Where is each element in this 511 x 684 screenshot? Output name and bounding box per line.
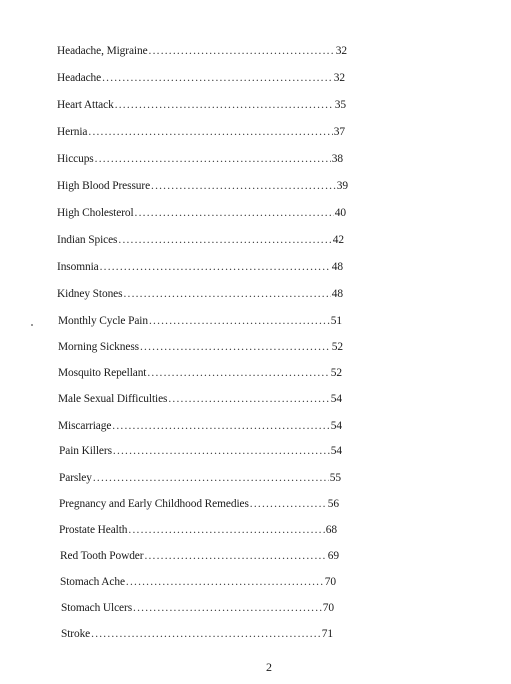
- toc-entry-title: Indian Spices: [57, 234, 118, 246]
- toc-entry-title: Heart Attack: [57, 99, 114, 111]
- toc-entry: [61, 628, 333, 641]
- toc-entry: [58, 341, 343, 354]
- toc-entry-page: 52: [330, 367, 342, 379]
- dot-leader: [118, 234, 331, 247]
- toc-entry: [57, 261, 343, 274]
- toc-entry-page: 37: [333, 126, 345, 138]
- toc-entry-title: Morning Sickness: [58, 341, 139, 353]
- toc-entry-page: 68: [325, 524, 337, 536]
- toc-entry: [57, 234, 344, 247]
- dot-leader: [93, 472, 329, 485]
- toc-entry: [58, 420, 342, 433]
- toc-entry-title: Hiccups: [57, 153, 94, 165]
- toc-entry-title: Headache, Migraine: [57, 45, 148, 57]
- dot-leader: [88, 126, 332, 139]
- toc-entry-title: Kidney Stones: [57, 288, 123, 300]
- toc-entry-page: 48: [331, 288, 343, 300]
- toc-entry-page: 51: [330, 315, 342, 327]
- toc-entry: [59, 498, 339, 511]
- toc-entry-title: Stomach Ache: [60, 576, 125, 588]
- toc-entry-page: 39: [336, 180, 348, 192]
- dot-leader: [144, 550, 326, 563]
- toc-entry: [58, 367, 342, 380]
- toc-entry: [57, 207, 346, 220]
- dot-leader: [147, 367, 329, 380]
- toc-entry-title: High Cholesterol: [57, 207, 134, 219]
- toc-entry-title: Pain Killers: [59, 445, 112, 457]
- dot-leader: [168, 393, 329, 406]
- toc-entry: [61, 602, 334, 615]
- toc-entry-title: Hernia: [57, 126, 88, 138]
- dot-leader: [128, 524, 324, 537]
- toc-entry-page: 55: [329, 472, 341, 484]
- toc-entry: [57, 153, 343, 166]
- toc-entry: [58, 393, 342, 406]
- dot-leader: [95, 153, 331, 166]
- toc-entry-page: 48: [331, 261, 343, 273]
- dot-leader: [115, 99, 334, 112]
- toc-entry-page: 40: [334, 207, 346, 219]
- toc-entry: [59, 445, 342, 458]
- dot-leader: [126, 576, 324, 589]
- toc-entry: [60, 550, 339, 563]
- toc-entry-title: Monthly Cycle Pain: [58, 315, 148, 327]
- toc-entry: [60, 576, 336, 589]
- scan-speck: [31, 324, 33, 326]
- dot-leader: [149, 315, 330, 328]
- dot-leader: [149, 45, 335, 58]
- dot-leader: [91, 628, 321, 641]
- dot-leader: [123, 288, 330, 301]
- toc-entry: [58, 315, 342, 328]
- toc-entry-title: Pregnancy and Early Childhood Remedies: [59, 498, 249, 510]
- toc-entry-page: 54: [330, 393, 342, 405]
- toc-entry: [57, 99, 346, 112]
- dot-leader: [135, 207, 334, 220]
- toc-entry-title: Stroke: [61, 628, 91, 640]
- toc-entry-title: Male Sexual Difficulties: [58, 393, 168, 405]
- toc-entry-page: 71: [321, 628, 333, 640]
- toc-entry-title: Headache: [57, 72, 102, 84]
- toc-entry-page: 32: [335, 45, 347, 57]
- toc-entry-page: 54: [330, 420, 342, 432]
- toc-entry-page: 32: [333, 72, 345, 84]
- toc-entry-title: Miscarriage: [58, 420, 112, 432]
- toc-entry: [59, 524, 337, 537]
- toc-entry-page: 70: [324, 576, 336, 588]
- toc-entry-title: Prostate Health: [59, 524, 128, 536]
- toc-entry-page: 54: [330, 445, 342, 457]
- toc-entry: [57, 72, 345, 85]
- dot-leader: [250, 498, 327, 511]
- dot-leader: [112, 420, 330, 433]
- toc-entry-page: 52: [331, 341, 343, 353]
- dot-leader: [133, 602, 322, 615]
- toc-entry: [57, 180, 348, 193]
- toc-entry: [57, 45, 347, 58]
- dot-leader: [102, 72, 333, 85]
- toc-entry-title: Mosquito Repellant: [58, 367, 147, 379]
- dot-leader: [151, 180, 336, 193]
- dot-leader: [100, 261, 331, 274]
- toc-entry-page: 56: [327, 498, 339, 510]
- toc-entry-title: Stomach Ulcers: [61, 602, 133, 614]
- toc-entry: [57, 288, 343, 301]
- toc-entry-title: High Blood Pressure: [57, 180, 151, 192]
- dot-leader: [113, 445, 330, 458]
- toc-entry-page: 69: [327, 550, 339, 562]
- toc-entry-page: 42: [332, 234, 344, 246]
- toc-entry-title: Parsley: [59, 472, 92, 484]
- toc-entry-title: Insomnia: [57, 261, 99, 273]
- toc-entry-page: 35: [334, 99, 346, 111]
- page-number: 2: [266, 660, 272, 674]
- toc-entry-page: 70: [322, 602, 334, 614]
- toc-entry-title: Red Tooth Powder: [60, 550, 144, 562]
- toc-entry: [59, 472, 341, 485]
- toc-entry: [57, 126, 345, 139]
- toc-entry-page: 38: [331, 153, 343, 165]
- dot-leader: [140, 341, 331, 354]
